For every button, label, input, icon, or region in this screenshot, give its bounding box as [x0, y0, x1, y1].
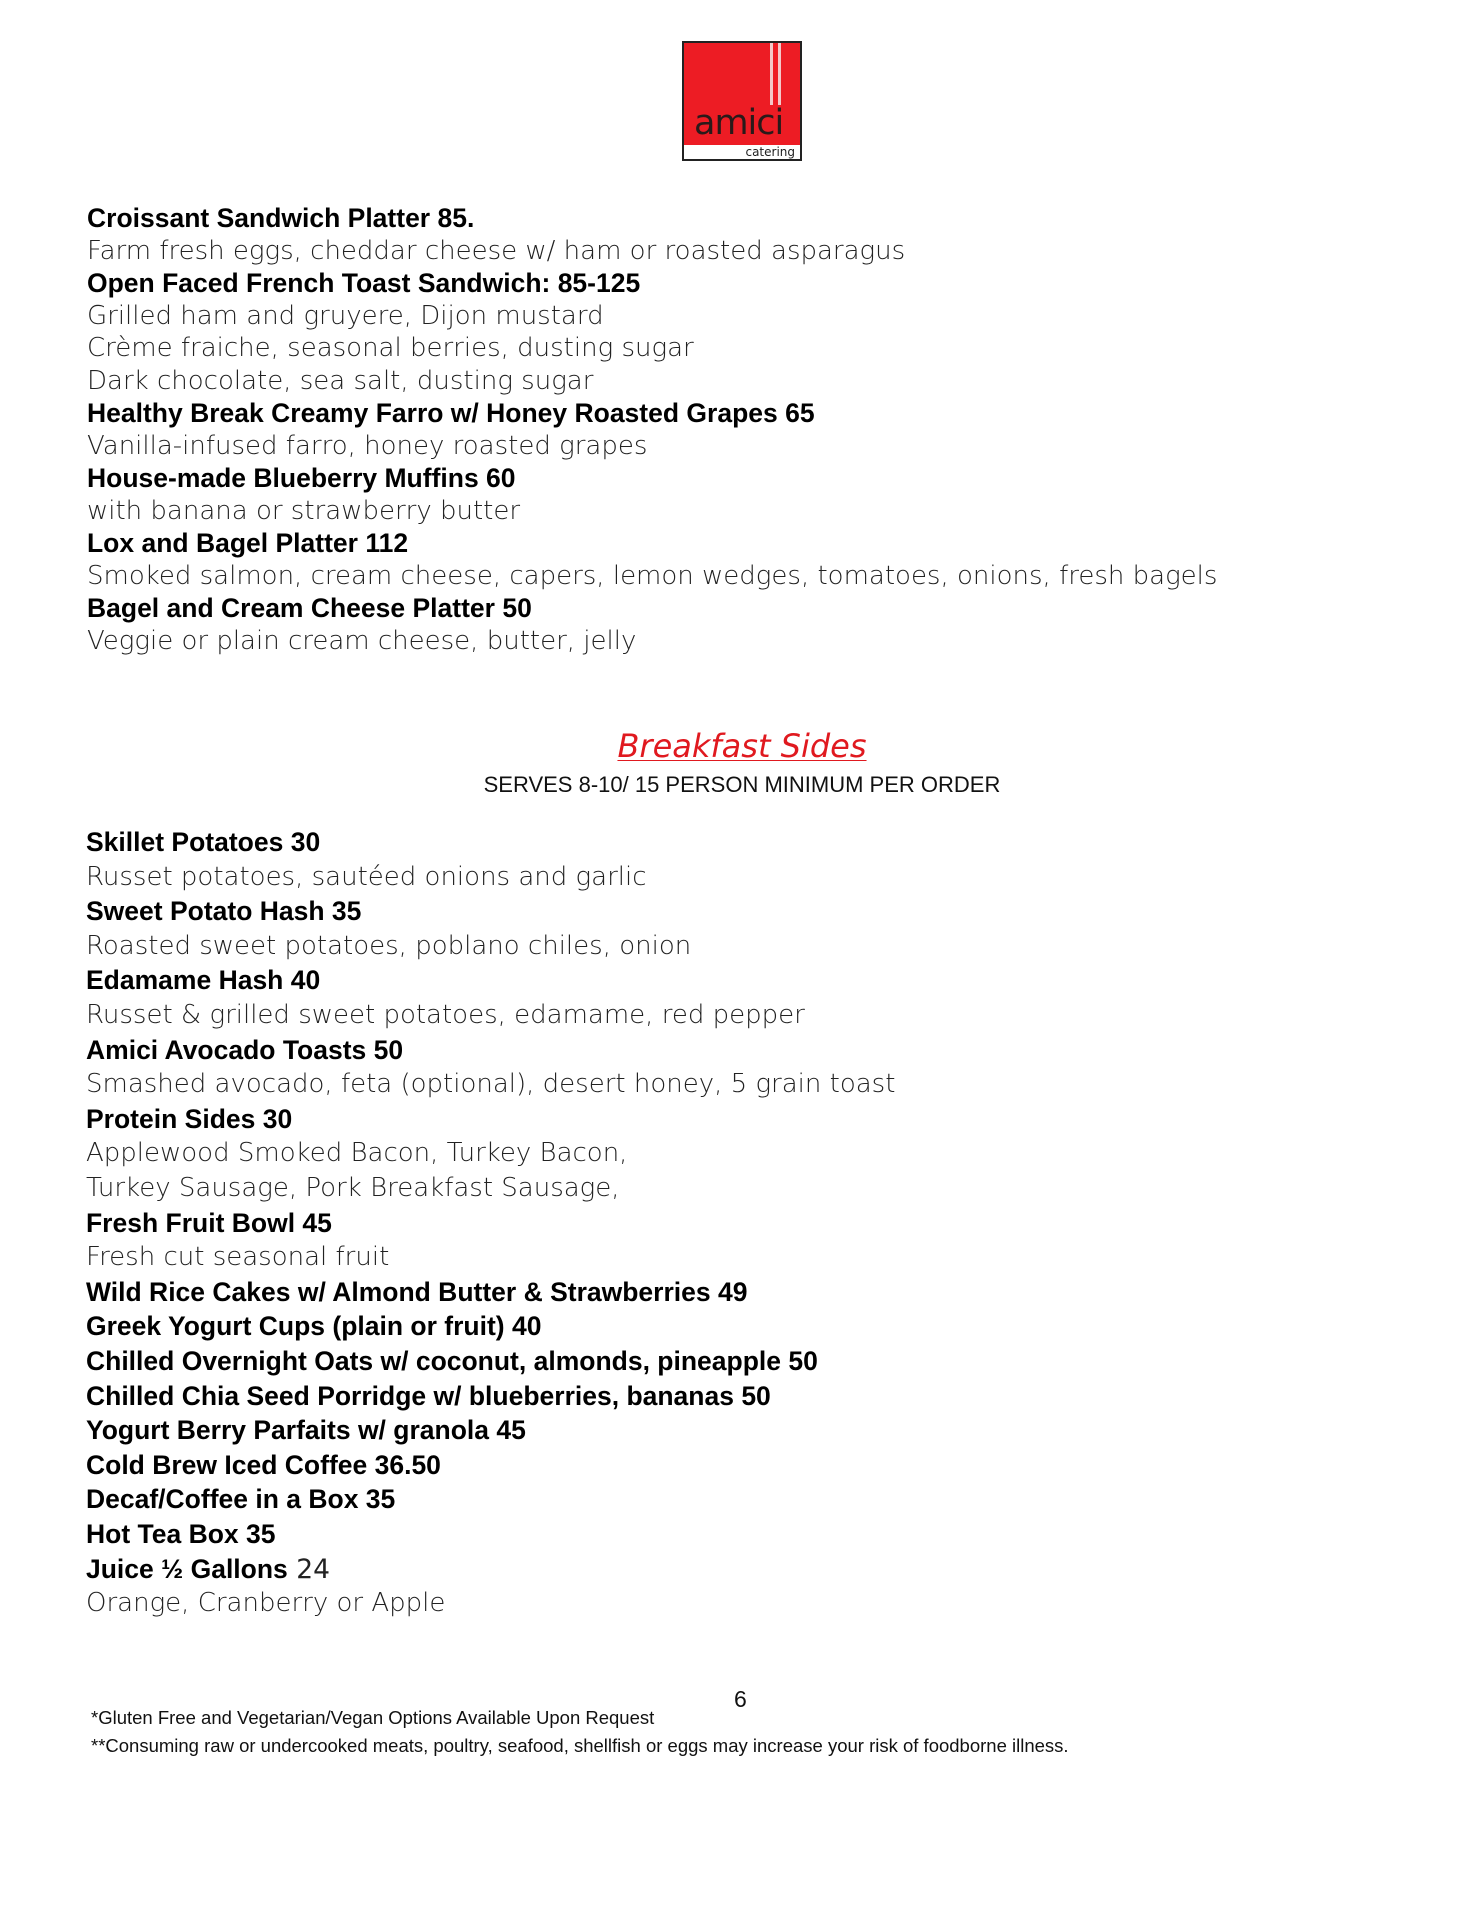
menu-item-title: [86, 1345, 818, 1377]
menu-item-title: [86, 1310, 541, 1342]
menu-item-name: Wild Rice Cakes w/ Almond Butter & Strawberries 49: [86, 1276, 748, 1307]
menu-item-title: [86, 1483, 395, 1515]
menu-item-name: Amici Avocado Toasts 50: [86, 1034, 404, 1065]
menu-item-name: Cold Brew Iced Coffee 36.50: [86, 1449, 441, 1480]
menu-item-name: Chilled Overnight Oats w/ coconut, almonds, pineapple 50: [86, 1346, 818, 1376]
menu-item-title: [87, 462, 516, 494]
menu-item-name: Chilled Chia Seed Porridge w/ blueberries, bananas 50: [86, 1380, 771, 1411]
menu-item-name: Decaf/Coffee in a Box 35: [86, 1484, 396, 1515]
menu-item-title: [86, 826, 320, 858]
menu-item-description: Fresh cut seasonal fruit: [86, 1242, 390, 1273]
section-heading: Breakfast Sides: [617, 727, 867, 765]
footnote-options: *Gluten Free and Vegetarian/Vegan Options Available Upon Request: [91, 1707, 655, 1728]
menu-item-description: Smashed avocado, feta (optional), desert honey, 5 grain toast: [86, 1069, 896, 1100]
logo-stripe: [778, 43, 781, 105]
menu-item-description: with banana or strawberry butter: [87, 495, 521, 526]
menu-item-description: Roasted sweet potatoes, poblano chiles, onion: [86, 930, 692, 961]
menu-item-name: Healthy Break Creamy Farro w/ Honey Roasted Grapes 65: [87, 398, 815, 428]
menu-item-title: [86, 1207, 332, 1239]
menu-item-title: [86, 1518, 275, 1550]
menu-item-title: [86, 1414, 526, 1446]
menu-item-description: Turkey Sausage, Pork Breakfast Sausage,: [86, 1173, 620, 1203]
menu-item-description: Vanilla-infused farro, honey roasted grapes: [87, 430, 648, 461]
menu-item-name: Yogurt Berry Parfaits w/ granola 45: [86, 1415, 526, 1446]
menu-item-name: Bagel and Cream Cheese Platter 50: [87, 593, 532, 623]
menu-item-description: Veggie or plain cream cheese, butter, jelly: [87, 625, 637, 656]
logo-subtitle: catering: [745, 145, 795, 159]
amici-catering-logo: [682, 41, 802, 161]
menu-item-title: [86, 1034, 403, 1066]
menu-item-description: Grilled ham and gruyere, Dijon mustard: [87, 300, 604, 331]
menu-item-description: Russet & grilled sweet potatoes, edamame, red pepper: [86, 1000, 805, 1030]
menu-item-name: House-made Blueberry Muffins 60: [87, 463, 516, 493]
menu-item-name: Protein Sides 30: [86, 1103, 293, 1134]
menu-item-description: Crème fraiche, seasonal berries, dusting sugar: [87, 333, 694, 363]
menu-item-description: Dark chocolate, sea salt, dusting sugar: [87, 365, 594, 396]
menu-item-price: 24: [287, 1553, 330, 1585]
menu-item-description: Orange, Cranberry or Apple: [86, 1588, 446, 1619]
menu-item-name: Sweet Potato Hash 35: [86, 896, 362, 927]
menu-item-title: [86, 1103, 292, 1135]
logo-stripe: [770, 43, 773, 105]
menu-item-title: [86, 964, 320, 996]
menu-item-title: [86, 1380, 771, 1412]
menu-item-description: Farm fresh eggs, cheddar cheese w/ ham or roasted asparagus: [87, 235, 906, 266]
logo-wordmark: amici: [694, 103, 784, 143]
menu-item-title: [86, 1553, 330, 1586]
menu-item-description: Applewood Smoked Bacon, Turkey Bacon,: [86, 1138, 628, 1169]
menu-item-description: Smoked salmon, cream cheese, capers, lemon wedges, tomatoes, onions, fresh bagels: [87, 560, 1218, 591]
footnote-food-safety: **Consuming raw or undercooked meats, poultry, seafood, shellfish or eggs may increase your risk of foodborne illness.: [91, 1735, 1069, 1756]
menu-item-title: [87, 202, 474, 234]
menu-item-title: [87, 267, 640, 299]
menu-item-title: [86, 1276, 747, 1308]
menu-item-title: [87, 592, 532, 624]
menu-item-name: Fresh Fruit Bowl 45: [86, 1207, 332, 1238]
menu-item-title: [87, 527, 408, 559]
menu-item-title: [87, 397, 815, 429]
menu-item-name: Croissant Sandwich Platter 85.: [87, 203, 475, 233]
menu-item-name: Edamame Hash 40: [86, 965, 321, 996]
section-subheading: SERVES 8-10/ 15 PERSON MINIMUM PER ORDER: [483, 772, 1001, 797]
menu-item-name: Open Faced French Toast Sandwich: 85-125: [87, 268, 641, 298]
menu-item-name: Skillet Potatoes 30: [86, 827, 321, 857]
menu-item-title: [86, 1449, 441, 1481]
menu-item-title: [86, 895, 361, 927]
menu-item-name: Juice ½ Gallons: [86, 1553, 288, 1584]
menu-item-name: Lox and Bagel Platter 112: [87, 528, 409, 558]
menu-item-name: Greek Yogurt Cups (plain or fruit) 40: [86, 1311, 542, 1342]
menu-item-description: Russet potatoes, sautéed onions and garlic: [86, 861, 647, 892]
page-number: 6: [734, 1686, 747, 1712]
menu-item-name: Hot Tea Box 35: [86, 1519, 276, 1549]
